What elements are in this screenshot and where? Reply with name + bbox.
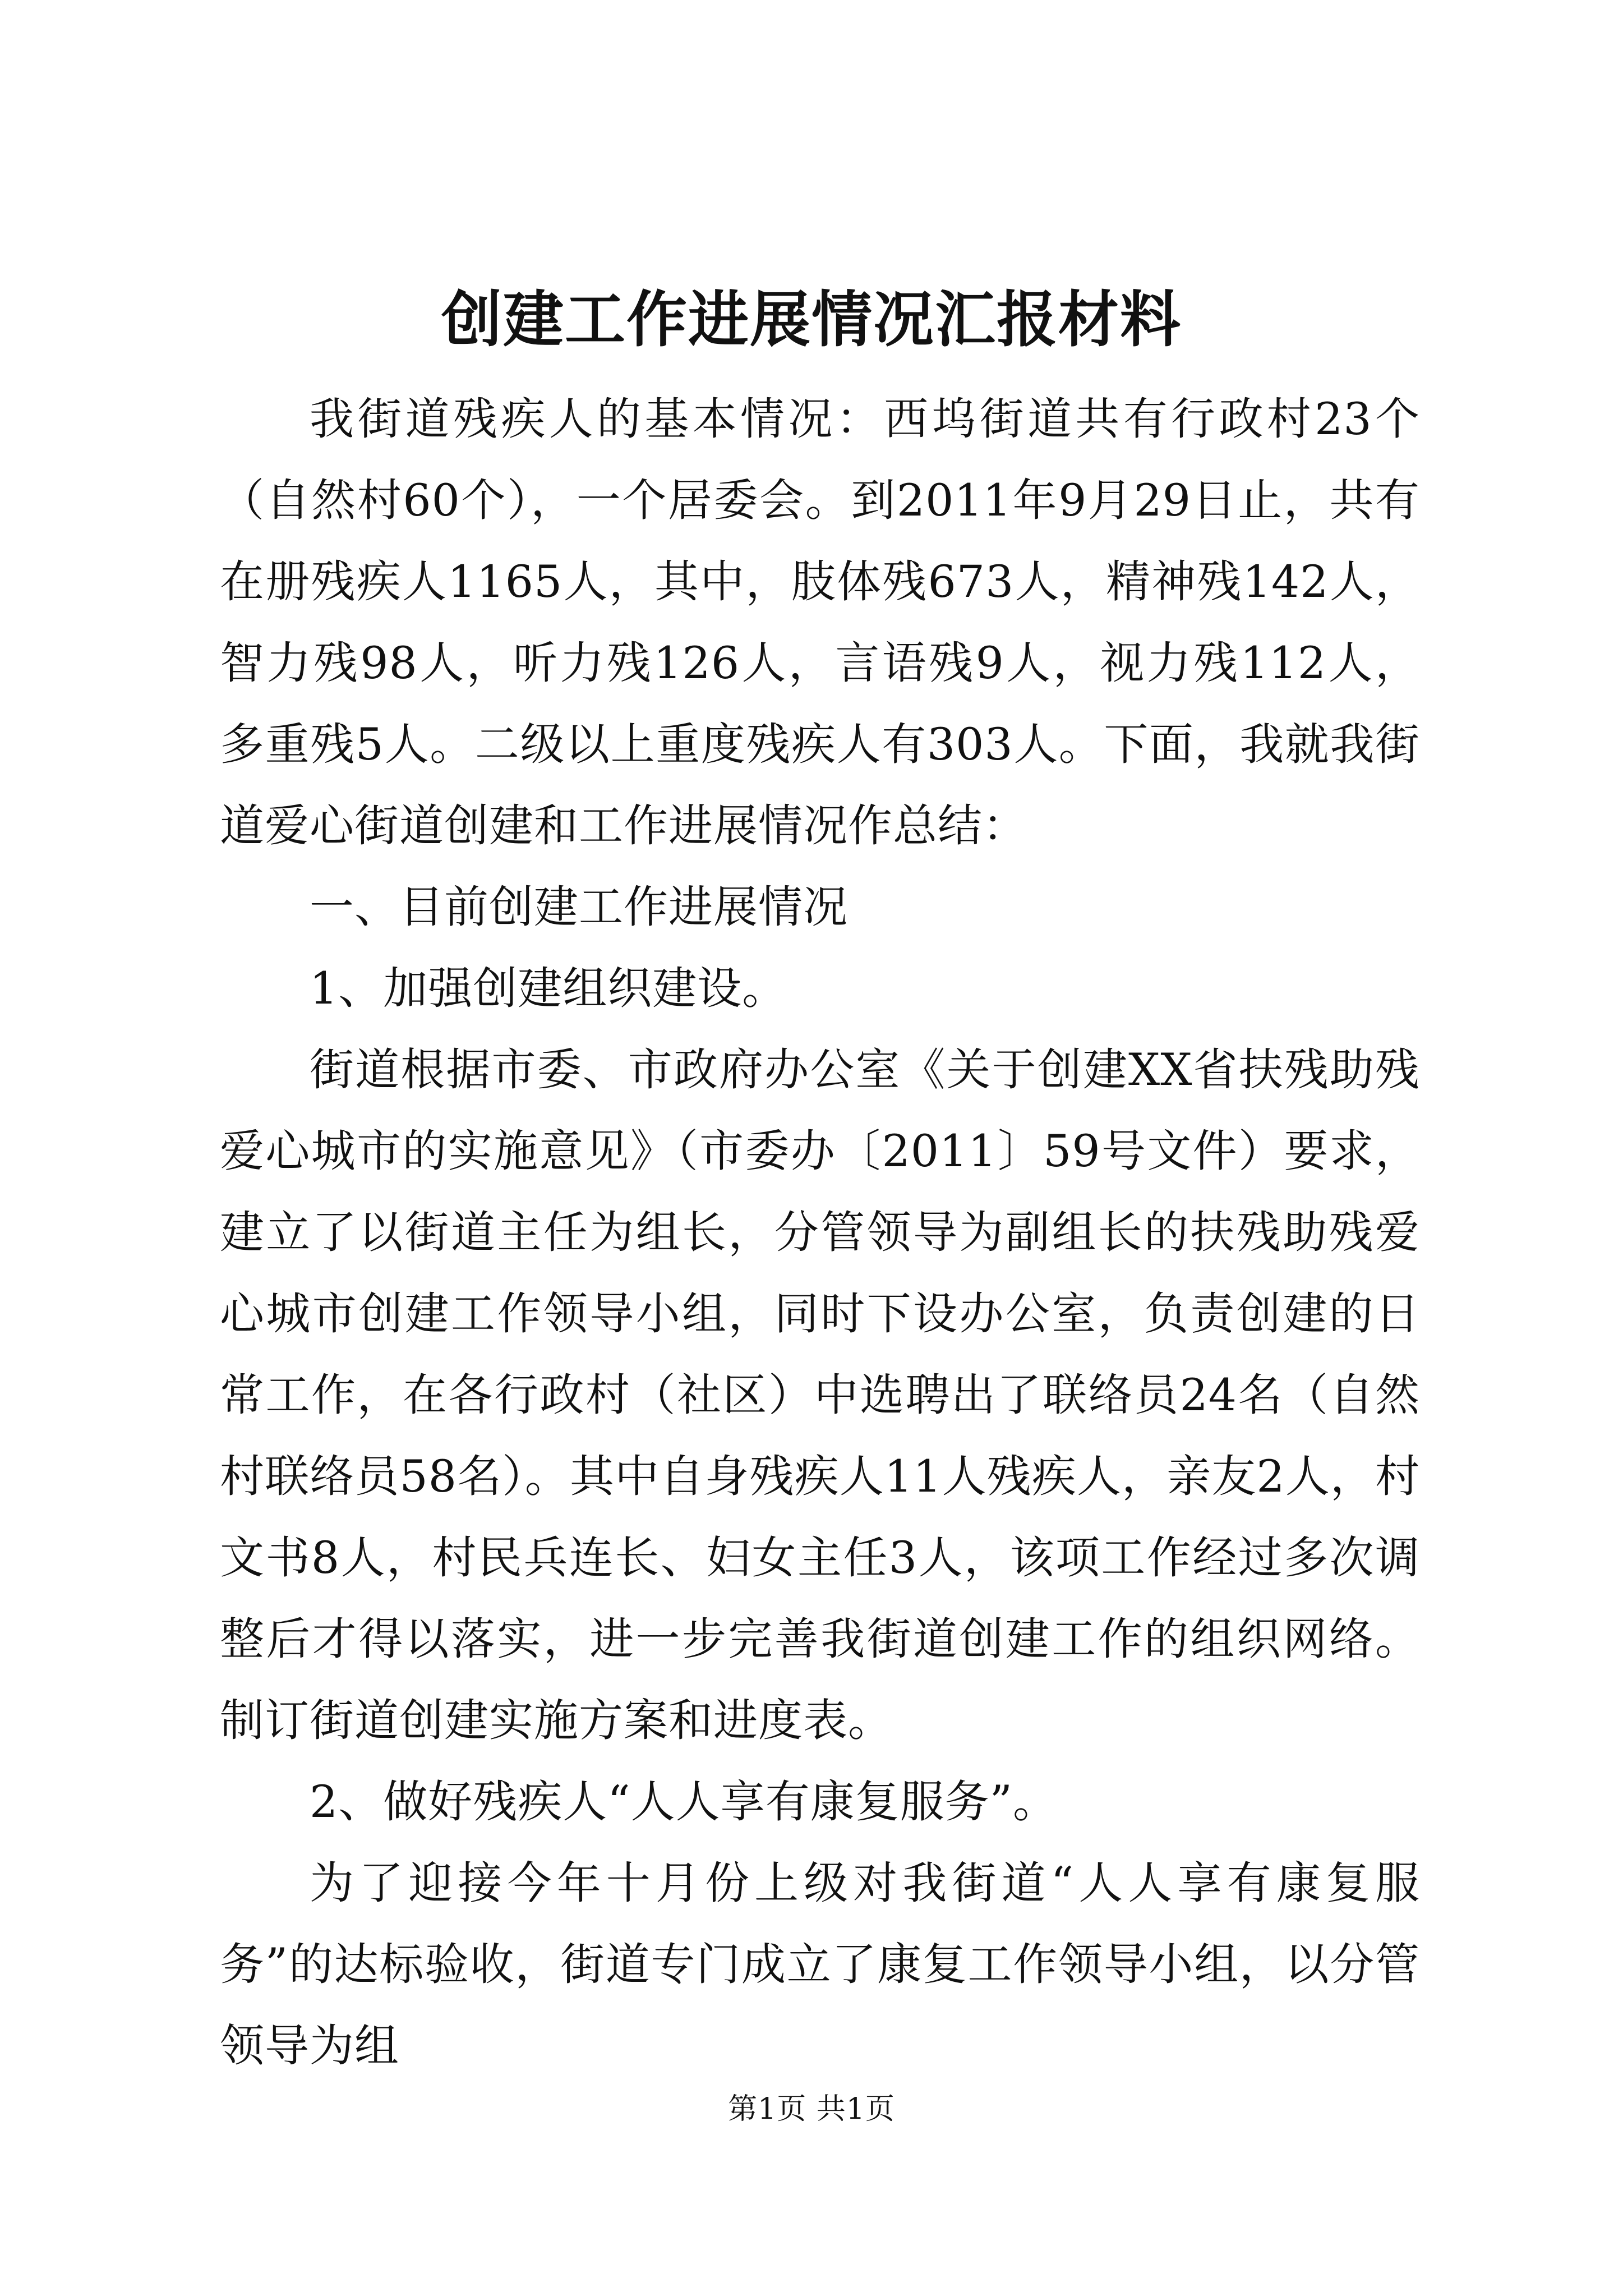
paragraph-organization: 街道根据市委、市政府办公室《关于创建XX省扶残助残爱心城市的实施意见》（市委办〔2011〕59号文件）要求，建立了以街道主任为组长，分管领导为副组长的扶残助残爱心城市创建工作领导小组，同时下设办公室，负责创建的日常工作，在各行政村（社区）中选聘出了联络员24名（自然村联络员58名）。其中自身残疾人11人残疾人，亲友2人，村文书8人，村民兵连长、妇女主任3人，该项工作经过多次调整后才得以落实，进一步完善我街道创建工作的组织网络。制订街道创建实施方案和进度表。 <box>220 1044 1420 1746</box>
paragraph-rehabilitation: 为了迎接今年十月份上级对我街道“人人享有康复服务”的达标验收，街道专门成立了康复工作领导小组，以分管领导为组 <box>220 1857 1420 2072</box>
section-heading-progress: 一、目前创建工作进展情况 <box>310 881 848 933</box>
document-body <box>220 379 1420 2087</box>
subheading-organization: 1、加强创建组织建设。 <box>310 963 787 1014</box>
document-title: 创建工作进展情况汇报材料 <box>441 284 1182 355</box>
paragraph-basic-situation: 我街道残疾人的基本情况：西坞街道共有行政村23个（自然村60个），一个居委会。到2011年9月29日止，共有在册残疾人1165人，其中，肢体残673人，精神残142人，智力残98人，听力残126人，言语残9人，视力残112人，多重残5人。二级以上重度残疾人有303人。下面，我就我街道爱心街道创建和工作进展情况作总结： <box>220 393 1420 852</box>
page-footer: 第1页 共1页 <box>728 2092 895 2126</box>
subheading-rehabilitation: 2、做好残疾人“人人享有康复服务”。 <box>310 1776 1058 1828</box>
